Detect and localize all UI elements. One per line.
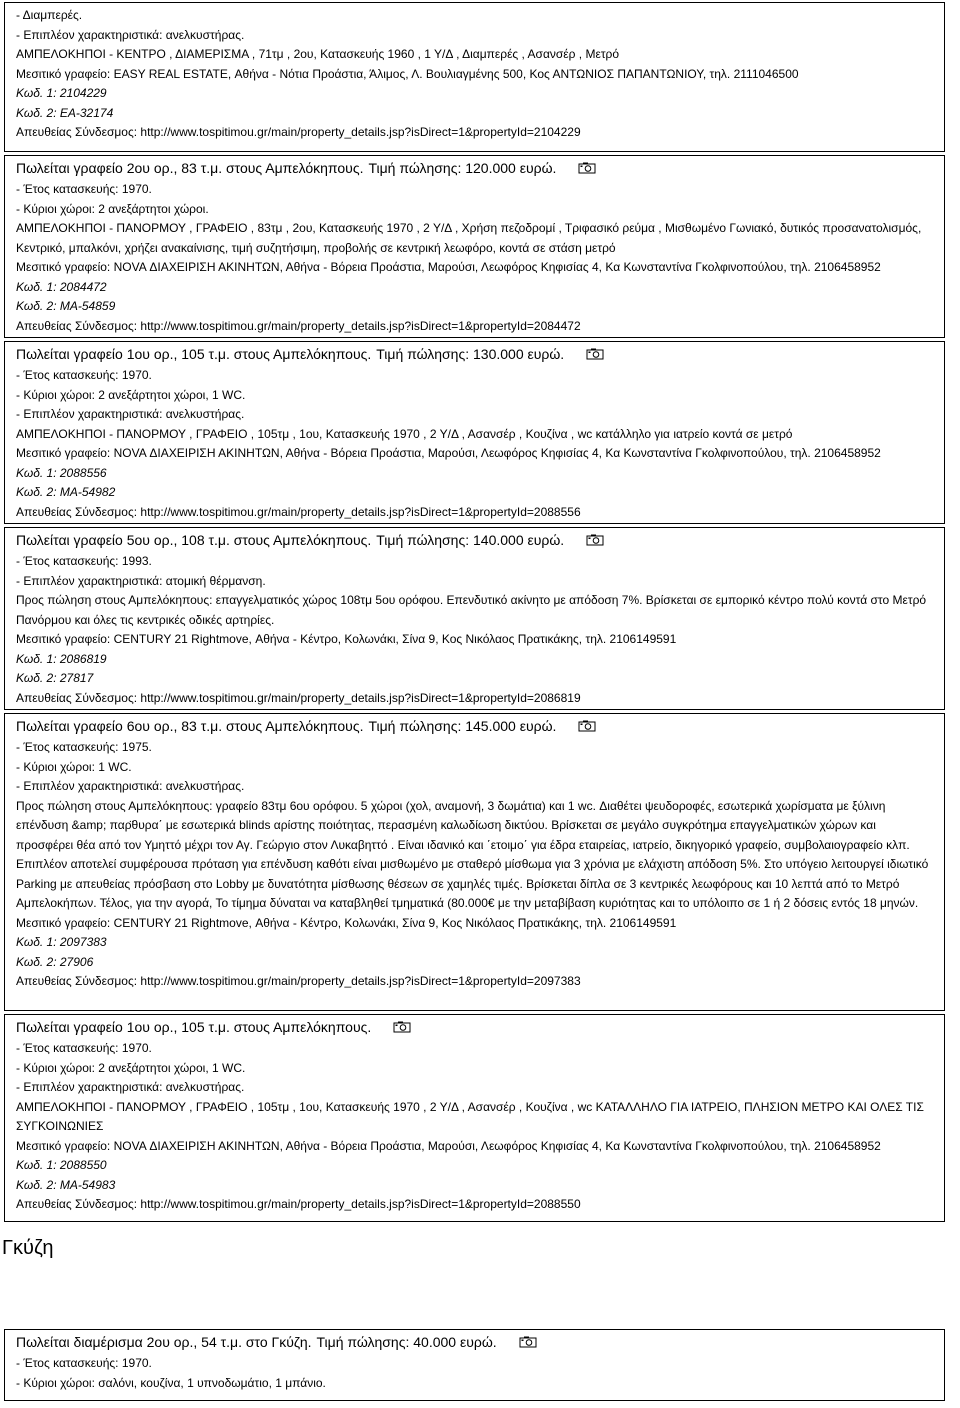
direct-link[interactable]: Απευθείας Σύνδεσμος: http://www.tospitimou.gr/main/property_details.jsp?isDirect=1&propertyId=2086819 xyxy=(16,690,581,705)
price-text: Τιμή πώλησης: 140.000 ευρώ. xyxy=(376,532,565,548)
listing-card xyxy=(4,1329,945,1401)
detail-line: - Κύριοι χώροι: 2 ανεξάρτητοι χώροι, 1 WC. xyxy=(16,387,246,402)
code-2: Κωδ. 2: 27817 xyxy=(16,671,94,685)
code-1: Κωδ. 1: 2104229 xyxy=(16,86,107,100)
price-text: Τιμή πώλησης: 145.000 ευρώ. xyxy=(368,718,557,734)
title-text: Πωλείται γραφείο 1ου ορ., 105 τ.μ. στους Αμπελόκηπους. xyxy=(16,1019,372,1035)
detail-line: - Έτος κατασκευής: 1970. xyxy=(16,182,152,196)
listing-card xyxy=(4,2,945,152)
camera-icon[interactable] xyxy=(586,348,604,360)
detail-line: - Κύριοι χώροι: σαλόνι, κουζίνα, 1 υπνοδωμάτιο, 1 μπάνιο. xyxy=(16,1375,326,1390)
detail-line: - Επιπλέον χαρακτηριστικά: ανελκυστήρας. xyxy=(16,27,245,42)
detail-line: - Επιπλέον χαρακτηριστικά: ανελκυστήρας. xyxy=(16,407,245,421)
code-1: Κωδ. 1: 2086819 xyxy=(16,651,107,666)
detail-line: - Επιπλέον χαρακτηριστικά: ανελκυστήρας. xyxy=(16,1080,245,1094)
code-2: Κωδ. 2: ΕΑ-32174 xyxy=(16,105,114,120)
direct-link[interactable]: Απευθείας Σύνδεσμος: http://www.tospitimou.gr/main/property_details.jsp?isDirect=1&propertyId=2084472 xyxy=(16,318,581,333)
code-1: Κωδ. 1: 2088556 xyxy=(16,465,107,480)
detail-line: - Έτος κατασκευής: 1970. xyxy=(16,1356,152,1370)
detail-line: - Κύριοι χώροι: 2 ανεξάρτητοι χώροι, 1 WC. xyxy=(16,1060,246,1075)
description: Προς πώληση στους Αμπελόκηπους: γραφείο 83τμ 6ου ορόφου. 5 χώροι (χολ, αναμονή, 3 δωμάτια) και 1 wc. Διαθέτει ψευδοροφές, εσωτερικά χωρίσματα με ξύλινη επένδυση &amp; παρ̈θυρα΄ με εσωτερικά blinds αρίστης ποιότητας, περασμένη καλωδίωση δικτύου. Βρίσκεται σε μεγάλο συγκρότημα επαγγελματικών χώρων και προσφέρει θέα από τον Υμηττό μέχρι τον Αγ. Γεώργιο στον Λυκαβηττό . Είναι ιδανικό και ΄ετοιμο΄ για έδρα εταιρείας, ιατρείο, δικηγορικό γραφείο, συμβολαιογραφείο κλπ. Επιπλέον αποτελεί συμφέρουσα πρόταση για επένδυση καθότι είναι μισθωμένο με σταθερό μίσθωμα για 3 χρόνια με ελάχιστη απόδοση 5%. Στο υπόγειο λειτουργεί ιδιωτικό Parking με απευθείας πρόσβαση στο Lobby με δυνατότητα μίσθωσης θέσεων σε χαμηλές τιμές. Βρίσκεται δίπλα σε 3 κεντρικές λεωφόρους και 10 λεπτά από το Μετρό Αμπελοκήπων. Τέλος, για την αγορά, Το τίμημα δύναται να καταβληθεί τμηματικά (80.000€ με την μεταβίβαση κυριότητας και το υπόλοιπο σε 1 ή 2 δόσεις εντός 18 μηνών. xyxy=(16,798,929,910)
code-2: Κωδ. 2: 27906 xyxy=(16,954,94,969)
direct-link[interactable]: Απευθείας Σύνδεσμος: http://www.tospitimou.gr/main/property_details.jsp?isDirect=1&propertyId=2088550 xyxy=(16,1197,581,1211)
agency: Μεσιτικό γραφείο: NOVA ΔΙΑΧΕΙΡΙΣΗ ΑΚΙΝΗΤΩΝ, Αθήνα - Βόρεια Προάστια, Μαρούσι, Λεωφόρος Κηφισίας 4, Κα Κωνσταντίνα Γκολφινοπούλου, τηλ. 2106458952 xyxy=(16,1138,881,1153)
listing-card xyxy=(4,341,945,524)
listing-title[interactable] xyxy=(16,1333,944,1352)
detail-line: - Κύριοι χώροι: 1 WC. xyxy=(16,759,132,774)
camera-icon[interactable] xyxy=(586,534,604,546)
camera-icon[interactable] xyxy=(578,162,596,174)
direct-link[interactable]: Απευθείας Σύνδεσμος: http://www.tospitimou.gr/main/property_details.jsp?isDirect=1&propertyId=2097383 xyxy=(16,974,581,988)
title-text: Πωλείται γραφείο 6ου ορ., 83 τ.μ. στους Αμπελόκηπους. xyxy=(16,718,364,734)
description: ΑΜΠΕΛΟΚΗΠΟΙ - ΚΕΝΤΡΟ , ΔΙΑΜΕΡΙΣΜΑ , 71τμ , 2ου, Κατασκευής 1960 , 1 Υ/Δ , Διαμπερές , Ασανσέρ , Μετρό xyxy=(16,47,620,61)
listing-card xyxy=(4,713,945,1011)
listing-card xyxy=(4,1014,945,1222)
code-1: Κωδ. 1: 2084472 xyxy=(16,279,107,294)
section-heading: Γκύζη xyxy=(2,1237,54,1259)
description: ΑΜΠΕΛΟΚΗΠΟΙ - ΠΑΝΟΡΜΟΥ , ΓΡΑΦΕΙΟ , 83τμ , 2ου, Κατασκευής 1970 , 2 Υ/Δ , Χρήση πεζοδρομί , Τριφασικό ρεύμα , Μισθωμένο Γωνιακό, δυτικός προσανατολισμός, Κεντρικό, μπαλκόνι, χρήζει ανακαίνισης, τιμή συζητήσιμη, προβολής σε κεντρική λεωφόρο, κοντά σε στάση μετρό xyxy=(16,221,922,255)
camera-icon[interactable] xyxy=(519,1336,537,1348)
title-text: Πωλείται γραφείο 1ου ορ., 105 τ.μ. στους Αμπελόκηπους. xyxy=(16,346,372,362)
detail-line: - Έτος κατασκευής: 1970. xyxy=(16,1041,152,1055)
direct-link[interactable]: Απευθείας Σύνδεσμος: http://www.tospitimou.gr/main/property_details.jsp?isDirect=1&propertyId=2104229 xyxy=(16,125,581,139)
detail-line: - Επιπλέον χαρακτηριστικά: ανελκυστήρας. xyxy=(16,779,245,793)
code-2: Κωδ. 2: ΜΑ-54982 xyxy=(16,485,116,499)
detail-line: - Επιπλέον χαρακτηριστικά: ατομική θέρμανση. xyxy=(16,573,266,588)
description: Προς πώληση στους Αμπελόκηπους: επαγγελματικός χώρος 108τμ 5ου ορόφου. Επενδυτικό ακίνητο με απόδοση 7%. Βρίσκεται σε εμπορικό κέντρο πολύ κοντά στο Μετρό Πανόρμου και όλες τις κεντρικές οδικές αρτηρίες. xyxy=(16,593,927,627)
listing-title[interactable] xyxy=(16,717,944,736)
title-text: Πωλείται γραφείο 2ου ορ., 83 τ.μ. στους Αμπελόκηπους. xyxy=(16,160,364,176)
detail-line: - Διαμπερές. xyxy=(16,8,83,22)
description: ΑΜΠΕΛΟΚΗΠΟΙ - ΠΑΝΟΡΜΟΥ , ΓΡΑΦΕΙΟ , 105τμ , 1ου, Κατασκευής 1970 , 2 Υ/Δ , Ασανσέρ , Κουζίνα , wc κατάλληλο για ιατρείο κοντά σε μετρό xyxy=(16,426,793,441)
agency: Μεσιτικό γραφείο: EASY REAL ESTATE, Αθήνα - Νότια Προάστια, Άλιμος, Λ. Βουλιαγμένης 500, Κος ΑΝΤΩΝΙΟΣ ΠΑΠΑΝΤΩΝΙΟΥ, τηλ. 2111046500 xyxy=(16,66,799,81)
price-text: Τιμή πώλησης: 120.000 ευρώ. xyxy=(368,160,557,176)
agency: Μεσιτικό γραφείο: CENTURY 21 Rightmove, Αθήνα - Κέντρο, Κολωνάκι, Σίνα 9, Κος Νικόλαος Πρατικάκης, τηλ. 2106149591 xyxy=(16,915,677,930)
listing-title[interactable] xyxy=(16,345,944,364)
camera-icon[interactable] xyxy=(578,720,596,732)
listing-title[interactable] xyxy=(16,1018,944,1037)
listing-card xyxy=(4,527,945,710)
camera-icon[interactable] xyxy=(393,1021,411,1033)
listing-title[interactable] xyxy=(16,531,944,550)
listing-title[interactable] xyxy=(16,159,944,178)
title-text: Πωλείται γραφείο 5ου ορ., 108 τ.μ. στους Αμπελόκηπους. xyxy=(16,532,372,548)
agency: Μεσιτικό γραφείο: CENTURY 21 Rightmove, Αθήνα - Κέντρο, Κολωνάκι, Σίνα 9, Κος Νικόλαος Πρατικάκης, τηλ. 2106149591 xyxy=(16,632,677,646)
detail-line: - Κύριοι χώροι: 2 ανεξάρτητοι χώροι. xyxy=(16,201,209,216)
listing-card xyxy=(4,155,945,338)
description: ΑΜΠΕΛΟΚΗΠΟΙ - ΠΑΝΟΡΜΟΥ , ΓΡΑΦΕΙΟ , 105τμ , 1ου, Κατασκευής 1970 , 2 Υ/Δ , Ασανσέρ , Κουζίνα , wc ΚΑΤΑΛΛΗΛΟ ΓΙΑ ΙΑΤΡΕΙΟ, ΠΛΗΣΙΟΝ ΜΕΤΡΟ ΚΑΙ ΟΛΕΣ ΤΙΣ ΣΥΓΚΟΙΝΩΝΙΕΣ xyxy=(16,1099,924,1133)
price-text: Τιμή πώλησης: 130.000 ευρώ. xyxy=(376,346,565,362)
title-text: Πωλείται διαμέρισμα 2ου ορ., 54 τ.μ. στο Γκύζη. xyxy=(16,1334,312,1350)
code-2: Κωδ. 2: ΜΑ-54983 xyxy=(16,1177,116,1192)
direct-link[interactable]: Απευθείας Σύνδεσμος: http://www.tospitimou.gr/main/property_details.jsp?isDirect=1&propertyId=2088556 xyxy=(16,504,581,519)
code-1: Κωδ. 1: 2097383 xyxy=(16,935,107,949)
price-text: Τιμή πώλησης: 40.000 ευρώ. xyxy=(316,1334,497,1350)
code-1: Κωδ. 1: 2088550 xyxy=(16,1158,107,1172)
agency: Μεσιτικό γραφείο: NOVA ΔΙΑΧΕΙΡΙΣΗ ΑΚΙΝΗΤΩΝ, Αθήνα - Βόρεια Προάστια, Μαρούσι, Λεωφόρος Κηφισίας 4, Κα Κωνσταντίνα Γκολφινοπούλου, τηλ. 2106458952 xyxy=(16,260,881,274)
code-2: Κωδ. 2: ΜΑ-54859 xyxy=(16,299,116,313)
agency: Μεσιτικό γραφείο: NOVA ΔΙΑΧΕΙΡΙΣΗ ΑΚΙΝΗΤΩΝ, Αθήνα - Βόρεια Προάστια, Μαρούσι, Λεωφόρος Κηφισίας 4, Κα Κωνσταντίνα Γκολφινοπούλου, τηλ. 2106458952 xyxy=(16,446,881,460)
detail-line: - Έτος κατασκευής: 1993. xyxy=(16,554,152,568)
detail-line: - Έτος κατασκευής: 1975. xyxy=(16,740,152,754)
detail-line: - Έτος κατασκευής: 1970. xyxy=(16,368,152,382)
